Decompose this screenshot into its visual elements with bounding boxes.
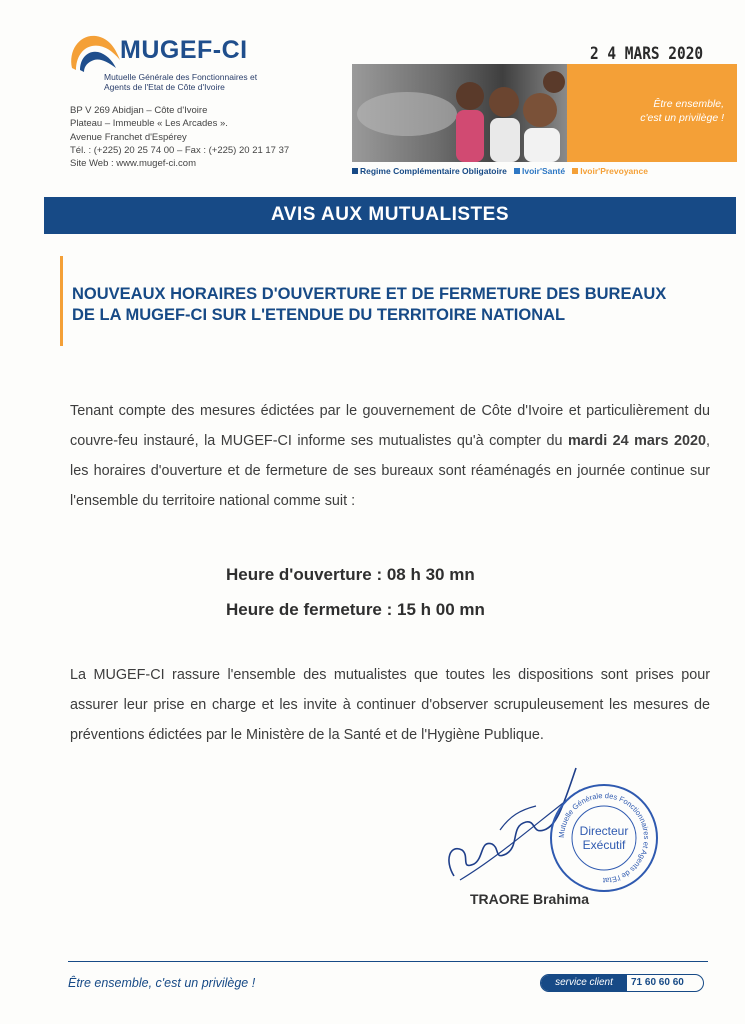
address-line: Site Web : www.mugef-ci.com — [70, 158, 197, 170]
legend-item: Ivoir'Santé — [522, 166, 566, 176]
legend-square-icon — [514, 168, 520, 174]
stamp-ring-icon — [552, 786, 656, 890]
heading-line: DE LA MUGEF-CI SUR L'ETENDUE DU TERRITOIRE NATIONAL — [72, 306, 566, 324]
stamp-ring-text: Mutuelle Générale des Fonctionnaires et Agents de l'Etat — [556, 790, 652, 886]
banner-title: AVIS AUX MUTUALISTES — [270, 204, 509, 225]
legend-square-icon — [352, 168, 358, 174]
service-number: 71 60 60 60 — [631, 977, 684, 988]
slogan-line: c'est un privilège ! — [640, 112, 724, 124]
intro-text: Tenant compte des mesures édictées par le gouvernement de Côte d'Ivoire et particulièrement du couvre-feu instauré, la MUGEF-CI informe ses mutualistes qu'à compter du — [70, 403, 710, 449]
service-label: service client — [541, 975, 627, 991]
slogan-line: Être ensemble, — [653, 98, 724, 110]
address-line: Plateau – Immeuble « Les Arcades ». — [70, 118, 228, 130]
intro-text-cont: , les horaires d'ouverture et de fermeture de ses bureaux sont réaménagés en journée continue sur l'ensemble du territoire national comme suit : — [70, 433, 710, 509]
people-photo-icon — [352, 64, 567, 162]
effective-date: mardi 24 mars 2020 — [568, 433, 706, 449]
paragraph-reassurance: La MUGEF-CI rassure l'ensemble des mutualistes que toutes les dispositions sont prises pour assurer leur prise en charge et les invite à continuer d'observer scrupuleusement les mesures de préventions édictées par le Ministère de la Santé et de l'Hygiène Publique. — [70, 667, 710, 743]
legend-item: Regime Complémentaire Obligatoire — [360, 166, 507, 176]
legend-square-icon — [572, 168, 578, 174]
header-photo — [352, 64, 567, 162]
stamp-title: Directeur — [579, 824, 629, 838]
date-stamp: 2 4 MARS 2020 — [590, 44, 704, 64]
logo-swoosh-icon — [66, 30, 126, 74]
closing-hours: Heure de fermeture : 15 h 00 mn — [226, 600, 485, 619]
footer-slogan: Être ensemble, c'est un privilège ! — [68, 976, 256, 990]
notice-heading — [72, 284, 722, 326]
address-block — [70, 104, 289, 170]
footer-divider — [68, 961, 708, 962]
opening-hours: Heure d'ouverture : 08 h 30 mn — [226, 565, 475, 584]
brand-name: MUGEF-CI — [120, 36, 248, 64]
stamp-subtitle: Exécutif — [582, 838, 626, 852]
brand-subtitle: Mutuelle Générale des Fonctionnaires et Agents de l'Etat de Côte d'Ivoire — [104, 72, 258, 92]
paragraph-intro — [70, 396, 710, 516]
header-slogan — [582, 97, 724, 125]
address-line: Avenue Franchet d'Espérey — [70, 131, 187, 143]
service-client-badge — [540, 974, 704, 992]
address-line: Tél. : (+225) 20 25 74 00 – Fax : (+225) 20 21 17 37 — [70, 144, 290, 156]
scheme-legend — [352, 166, 648, 176]
heading-accent-bar — [60, 256, 63, 346]
address-line: BP V 269 Abidjan – Côte d'Ivoire — [70, 105, 208, 116]
heading-line: NOUVEAUX HORAIRES D'OUVERTURE ET DE FERMETURE DES BUREAUX — [72, 285, 667, 303]
signatory-name: TRAORE Brahima — [470, 891, 590, 907]
official-stamp — [550, 784, 658, 892]
legend-item: Ivoir'Prevoyance — [580, 166, 648, 176]
